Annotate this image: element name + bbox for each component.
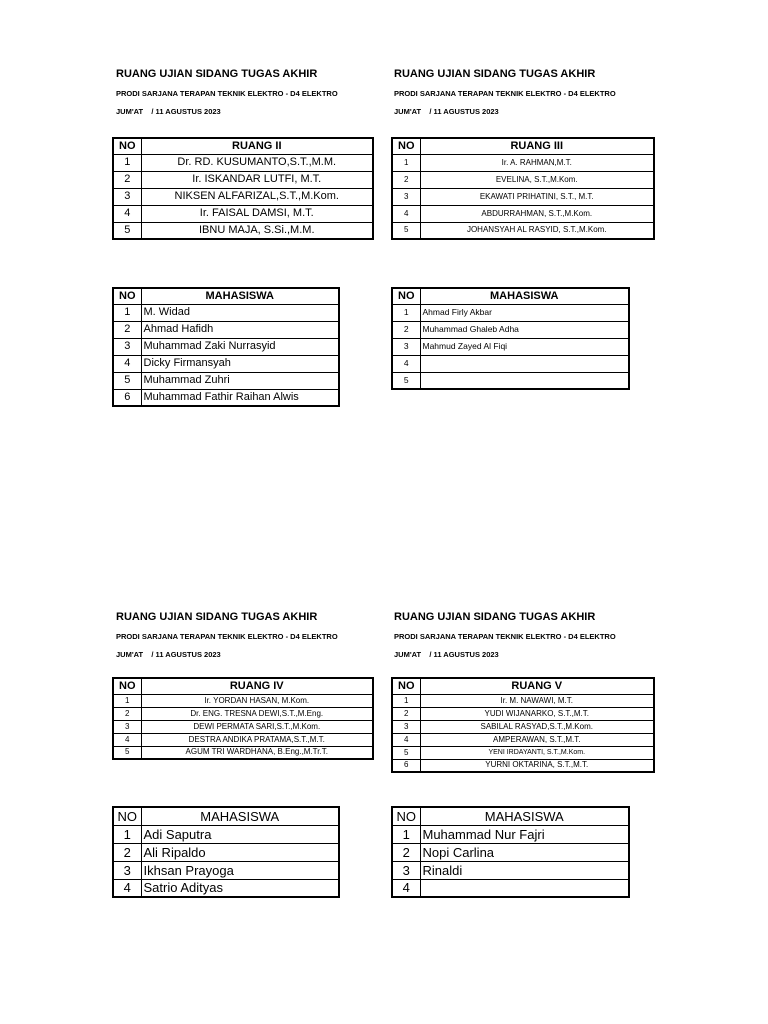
student-name: [420, 879, 629, 897]
row-number: 4: [392, 733, 420, 746]
row-number: 4: [392, 355, 420, 372]
row-number: 1: [392, 304, 420, 321]
row-number: 5: [113, 372, 141, 389]
section-2-subtitle: PRODI SARJANA TERAPAN TEKNIK ELEKTRO - D4 ELEKTRO: [394, 89, 616, 98]
table-row: [392, 304, 629, 321]
examiner-name: EVELINA, S.T.,M.Kom.: [420, 171, 654, 188]
examiner-name: YURNI OKTARINA, S.T.,M.T.: [420, 759, 654, 772]
table-row: [113, 861, 339, 879]
table-row: [113, 372, 339, 389]
student-name: Nopi Carlina: [420, 843, 629, 861]
room-table-header: RUANG V: [420, 678, 654, 694]
student-name: Mahmud Zayed Al Fiqi: [420, 338, 629, 355]
table-row: [392, 879, 629, 897]
table-row: [113, 355, 339, 372]
row-number: 3: [113, 188, 141, 205]
examiner-name: Ir. YORDAN HASAN, M.Kom.: [141, 694, 373, 707]
section-4-date: JUM'AT / 11 AGUSTUS 2023: [394, 650, 499, 659]
row-number: 1: [392, 825, 420, 843]
row-number: 4: [113, 205, 141, 222]
table-row: [113, 389, 339, 406]
row-number: 3: [113, 861, 141, 879]
examiner-name: DESTRA ANDIKA PRATAMA,S.T.,M.T.: [141, 733, 373, 746]
student-name: Ali Ripaldo: [141, 843, 339, 861]
table-row: [113, 707, 373, 720]
student-name: Adi Saputra: [141, 825, 339, 843]
row-number: 5: [392, 222, 420, 239]
examiner-name: Dr. RD. KUSUMANTO,S.T.,M.M.: [141, 154, 373, 171]
table-row: [113, 154, 373, 171]
table-row: [392, 861, 629, 879]
row-number: 1: [113, 154, 141, 171]
examiner-name: JOHANSYAH AL RASYID, S.T.,M.Kom.: [420, 222, 654, 239]
student-name: [420, 372, 629, 389]
examiner-name: Ir. FAISAL DAMSI, M.T.: [141, 205, 373, 222]
table-row: [392, 733, 654, 746]
table-row: [392, 338, 629, 355]
student-name: Muhammad Fathir Raihan Alwis: [141, 389, 339, 406]
student-table-header: MAHASISWA: [141, 807, 339, 825]
table-row: [113, 879, 339, 897]
student-table-header: MAHASISWA: [420, 288, 629, 304]
examiner-name: DEWI PERMATA SARI,S.T.,M.Kom.: [141, 720, 373, 733]
row-number: 1: [113, 694, 141, 707]
room-iv-table: [112, 677, 374, 760]
room-table-no-header: NO: [113, 678, 141, 694]
room-table-header: RUANG II: [141, 138, 373, 154]
room-table-header: RUANG III: [420, 138, 654, 154]
room-table-no-header: NO: [113, 138, 141, 154]
student-name: Rinaldi: [420, 861, 629, 879]
row-number: 5: [113, 222, 141, 239]
student-name: M. Widad: [141, 304, 339, 321]
row-number: 3: [113, 338, 141, 355]
student-table-room-iv: [112, 806, 340, 898]
table-row: [392, 843, 629, 861]
row-number: 1: [392, 694, 420, 707]
examiner-name: Ir. ISKANDAR LUTFI, M.T.: [141, 171, 373, 188]
row-number: 2: [113, 321, 141, 338]
examiner-name: YUDI WIJANARKO, S.T.,M.T.: [420, 707, 654, 720]
table-row: [113, 694, 373, 707]
row-number: 2: [392, 707, 420, 720]
table-row: [113, 338, 339, 355]
room-table-no-header: NO: [392, 678, 420, 694]
row-number: 6: [392, 759, 420, 772]
table-row: [113, 188, 373, 205]
table-row: [392, 746, 654, 759]
table-row: [113, 222, 373, 239]
room-ii-table: [112, 137, 374, 240]
student-table-no-header: NO: [392, 807, 420, 825]
student-name: Ikhsan Prayoga: [141, 861, 339, 879]
examiner-name: Ir. A. RAHMAN,M.T.: [420, 154, 654, 171]
table-row: [113, 304, 339, 321]
student-name: Muhammad Nur Fajri: [420, 825, 629, 843]
row-number: 4: [392, 205, 420, 222]
room-iii-table: [391, 137, 655, 240]
table-row: [392, 171, 654, 188]
row-number: 3: [392, 861, 420, 879]
student-name: [420, 355, 629, 372]
student-name: Ahmad Firly Akbar: [420, 304, 629, 321]
table-row: [392, 154, 654, 171]
section-3-subtitle: PRODI SARJANA TERAPAN TEKNIK ELEKTRO - D4 ELEKTRO: [116, 632, 338, 641]
student-table-room-ii: [112, 287, 340, 407]
row-number: 1: [113, 304, 141, 321]
examiner-name: YENI IRDAYANTI, S.T.,M.Kom.: [420, 746, 654, 759]
table-row: [392, 205, 654, 222]
row-number: 2: [113, 171, 141, 188]
row-number: 6: [113, 389, 141, 406]
table-row: [113, 825, 339, 843]
row-number: 3: [392, 720, 420, 733]
student-table-header: MAHASISWA: [141, 288, 339, 304]
row-number: 4: [113, 879, 141, 897]
table-row: [113, 746, 373, 759]
section-4-title: RUANG UJIAN SIDANG TUGAS AKHIR: [394, 611, 596, 623]
examiner-name: Dr. ENG. TRESNA DEWI,S.T.,M.Eng.: [141, 707, 373, 720]
examiner-name: SABILAL RASYAD,S.T.,M.Kom.: [420, 720, 654, 733]
row-number: 5: [392, 746, 420, 759]
table-row: [392, 825, 629, 843]
table-row: [392, 372, 629, 389]
row-number: 2: [392, 843, 420, 861]
table-row: [392, 188, 654, 205]
examiner-name: IBNU MAJA, S.Si.,M.M.: [141, 222, 373, 239]
student-table-room-v: [391, 806, 630, 898]
row-number: 4: [392, 879, 420, 897]
row-number: 5: [113, 746, 141, 759]
section-2-date: JUM'AT / 11 AGUSTUS 2023: [394, 107, 499, 116]
table-row: [113, 733, 373, 746]
student-table-no-header: NO: [113, 288, 141, 304]
examiner-name: NIKSEN ALFARIZAL,S.T.,M.Kom.: [141, 188, 373, 205]
student-name: Muhammad Zuhri: [141, 372, 339, 389]
section-1-date: JUM'AT / 11 AGUSTUS 2023: [116, 107, 221, 116]
table-row: [392, 355, 629, 372]
table-row: [392, 321, 629, 338]
examiner-name: ABDURRAHMAN, S.T.,M.Kom.: [420, 205, 654, 222]
row-number: 1: [392, 154, 420, 171]
row-number: 3: [392, 338, 420, 355]
student-table-header: MAHASISWA: [420, 807, 629, 825]
table-row: [392, 222, 654, 239]
row-number: 2: [113, 707, 141, 720]
examiner-name: Ir. M. NAWAWI, M.T.: [420, 694, 654, 707]
examiner-name: AMPERAWAN, S.T.,M.T.: [420, 733, 654, 746]
student-name: Satrio Adityas: [141, 879, 339, 897]
student-table-no-header: NO: [392, 288, 420, 304]
table-row: [392, 720, 654, 733]
section-2-title: RUANG UJIAN SIDANG TUGAS AKHIR: [394, 68, 596, 80]
row-number: 4: [113, 733, 141, 746]
examiner-name: AGUM TRI WARDHANA, B.Eng.,M.Tr.T.: [141, 746, 373, 759]
row-number: 1: [113, 825, 141, 843]
row-number: 2: [113, 843, 141, 861]
row-number: 3: [392, 188, 420, 205]
student-name: Muhammad Ghaleb Adha: [420, 321, 629, 338]
section-4-subtitle: PRODI SARJANA TERAPAN TEKNIK ELEKTRO - D4 ELEKTRO: [394, 632, 616, 641]
row-number: 2: [392, 321, 420, 338]
room-v-table: [391, 677, 655, 773]
table-row: [113, 205, 373, 222]
section-3-title: RUANG UJIAN SIDANG TUGAS AKHIR: [116, 611, 318, 623]
table-row: [113, 321, 339, 338]
student-name: Muhammad Zaki Nurrasyid: [141, 338, 339, 355]
row-number: 2: [392, 171, 420, 188]
section-1-subtitle: PRODI SARJANA TERAPAN TEKNIK ELEKTRO - D4 ELEKTRO: [116, 89, 338, 98]
table-row: [113, 171, 373, 188]
table-row: [113, 843, 339, 861]
table-row: [392, 759, 654, 772]
table-row: [392, 707, 654, 720]
room-table-no-header: NO: [392, 138, 420, 154]
row-number: 5: [392, 372, 420, 389]
student-name: Ahmad Hafidh: [141, 321, 339, 338]
table-row: [113, 720, 373, 733]
student-name: Dicky Firmansyah: [141, 355, 339, 372]
row-number: 3: [113, 720, 141, 733]
examiner-name: EKAWATI PRIHATINI, S.T., M.T.: [420, 188, 654, 205]
student-table-room-iii: [391, 287, 630, 390]
room-table-header: RUANG IV: [141, 678, 373, 694]
student-table-no-header: NO: [113, 807, 141, 825]
table-row: [392, 694, 654, 707]
section-3-date: JUM'AT / 11 AGUSTUS 2023: [116, 650, 221, 659]
section-1-title: RUANG UJIAN SIDANG TUGAS AKHIR: [116, 68, 318, 80]
row-number: 4: [113, 355, 141, 372]
